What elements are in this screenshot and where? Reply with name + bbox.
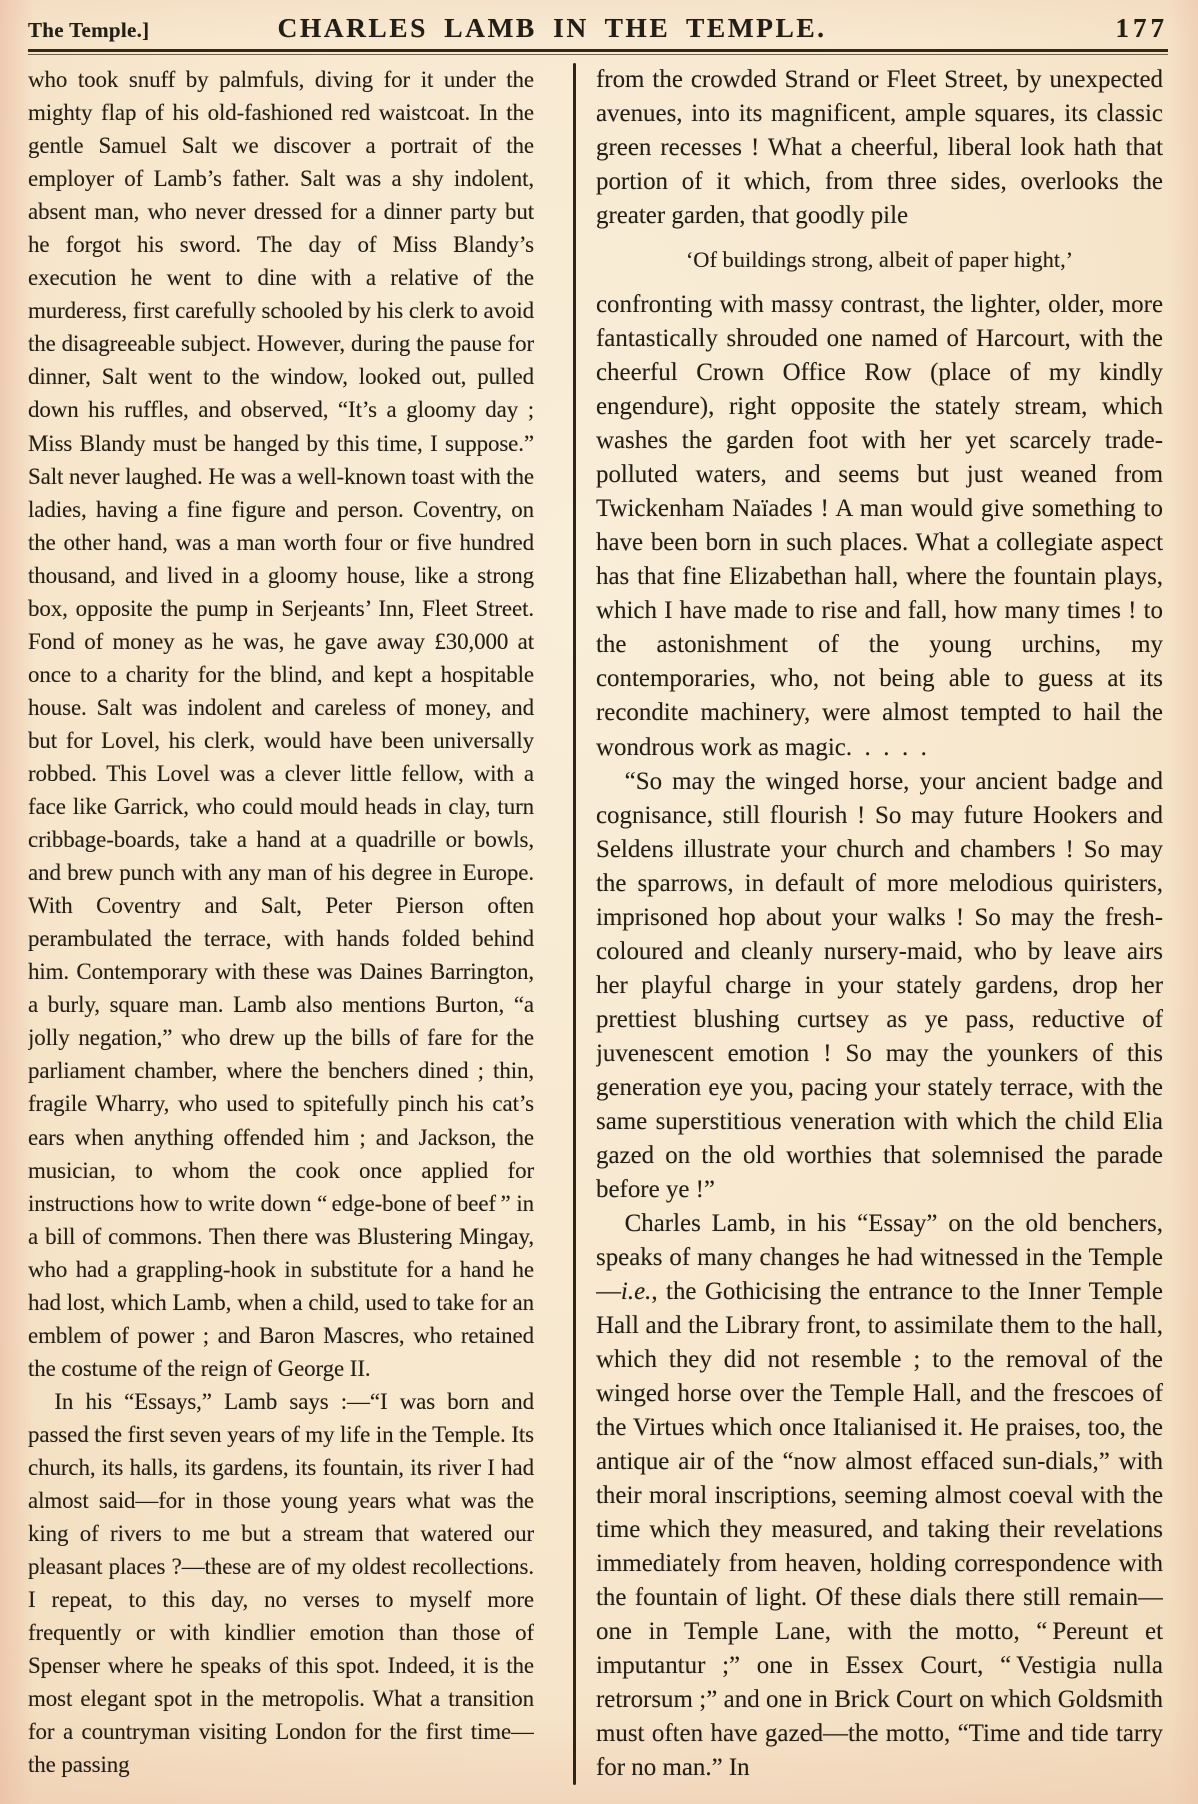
verse-quote: ‘Of buildings strong, albeit of paper hight,’ [685,247,1074,273]
header-rule [28,49,1168,55]
paragraph-harcourt: confronting with massy contrast, the lighter, older, more fantastically shrouded one named of Harcourt, with the cheerful Crown Office Row (place of my kindly engendure), right opposite the stately stream, which washes the garden foot with her yet scarcely trade-polluted waters, and seems but just weaned from Twickenham Naïades ! A man would give something to have been born in such places. What a collegiate aspect has that fine Elizabethan hall, where the fountain plays, which I have made to rise and fall, how many times ! to the astonishment of the young urchins, my contemporaries, who, not being able to guess at its recondite machinery, were almost tempted to hail the wondrous work as magic. . . . . [596,291,1163,761]
text-columns [28,63,1168,1785]
paragraph-charles-lamb [596,1207,1163,1785]
charles-lamb-italic-term: i.e. [620,1278,652,1305]
page-number: 177 [1115,13,1168,43]
paragraph-essays: In his “Essays,” Lamb says :—“I was born and passed the first seven years of my life in the Temple. Its church, its halls, its gardens, its fountain, its river I had almost said—for in those young years what was the king of rivers to me but a stream that watered our pleasant places ?—these are of my oldest recollections. I repeat, to this day, no verses to myself more frequently or with kindlier emotion than those of Spenser where he speaks of this spot. Indeed, it is the most elegant spot in the metropolis. What a transition for a countryman visiting London for the first time—the passing [28,1388,534,1778]
paragraph-strand: from the crowded Strand or Fleet Street, by unexpected avenues, into its magnificent, ample squares, its classic green recesses ! What a cheerful, liberal look hath that portion of it which, from three sides, overlooks the greater garden, that goodly pile [596,66,1163,230]
page-title: CHARLES LAMB IN THE TEMPLE. [277,12,827,43]
column-divider-rule [573,63,576,1785]
right-column [596,63,1163,1785]
running-title-left: The Temple.] [28,18,150,42]
charles-lamb-text-before: Charles Lamb, in his “Essay” on the old benchers, speaks of many changes he had witnessed in the Temple— [596,1209,1163,1305]
page-header [28,12,1168,44]
charles-lamb-text-after: , the Gothicising the entrance to the Inner Temple Hall and the Library front, to assimilate them to the hall, which they did not resemble ; to the removal of the winged horse over the Temple Hall, and the frescoes of the Virtues which once Italianised it. He praises, too, the antique air of the “now almost effaced sun-dials,” with their moral inscriptions, seeming almost coeval with the time which they measured, and taking their revelations immediately from heaven, holding correspondence with the fountain of light. Of these dials there still remain—one in Temple Lane, with the motto, “ Pereunt et imputantur ;” one in Essex Court, “ Vestigia nulla retrorsum ;” and one in Brick Court on which Goldsmith must often have gazed—the motto, “Time and tide tarry for no man.” In [596,1278,1163,1782]
left-column [28,63,534,1785]
paragraph-winged-horse: “So may the winged horse, your ancient badge and cognisance, still flourish ! So may future Hookers and Seldens illustrate your church and chambers ! So may the sparrows, in default of more melodious quiristers, imprisoned hop about your walks ! So may the fresh-coloured and cleanly nursery-maid, who by leave airs her playful charge in your stately gardens, drop her prettiest blushing curtsey as ye pass, reductive of juvenescent emotion ! So may the younkers of this generation eye you, pacing your stately terrace, with the same superstitious veneration with which the child Elia gazed on the old worthies that solemnised the parade before ye !” [596,767,1163,1203]
paragraph-samuel-salt: who took snuff by palmfuls, diving for it under the mighty flap of his old-fashioned red waistcoat. In the gentle Samuel Salt we discover a portrait of the employer of Lamb’s father. Salt was a shy indolent, absent man, who never dressed for a dinner party but he forgot his sword. The day of Miss Blandy’s execution he went to dine with a relative of the murderess, first carefully schooled by his clerk to avoid the disagreeable subject. However, during the pause for dinner, Salt went to the window, looked out, pulled down his ruffles, and observed, “It’s a gloomy day ; Miss Blandy must be hanged by this time, I suppose.” Salt never laughed. He was a well-known toast with the ladies, having a fine figure and person. Coventry, on the other hand, was a man worth four or five hundred thousand, and lived in a gloomy house, like a strong box, opposite the pump in Serjeants’ Inn, Fleet Street. Fond of money as he was, he gave away £30,000 at once to a charity for the blind, and kept a hospitable house. Salt was indolent and careless of money, and but for Lovel, his clerk, would have been universally robbed. This Lovel was a clever little fellow, with a face like Garrick, who could mould heads in clay, turn cribbage-boards, take a hand at a quadrille or bowls, and brew punch with any man of his degree in Europe. With Coventry and Salt, Peter Pierson often perambulated the terrace, with hands folded behind him. Contemporary with these was Daines Barrington, a burly, square man. Lamb also mentions Burton, “a jolly negation,” who drew up the bills of fare for the parliament chamber, where the benchers dined ; thin, fragile Wharry, who used to spitefully pinch his cat’s ears when anything offended him ; and Jackson, the musician, to whom the cook once applied for instructions how to write down “ edge-bone of beef ” in a bill of commons. Then there was Blustering Mingay, who had a grappling-hook in substitute for a hand he had lost, which Lamb, when a child, used to take for an emblem of power ; and Baron Mascres, who retained the costume of the reign of George II. [28,67,534,1381]
